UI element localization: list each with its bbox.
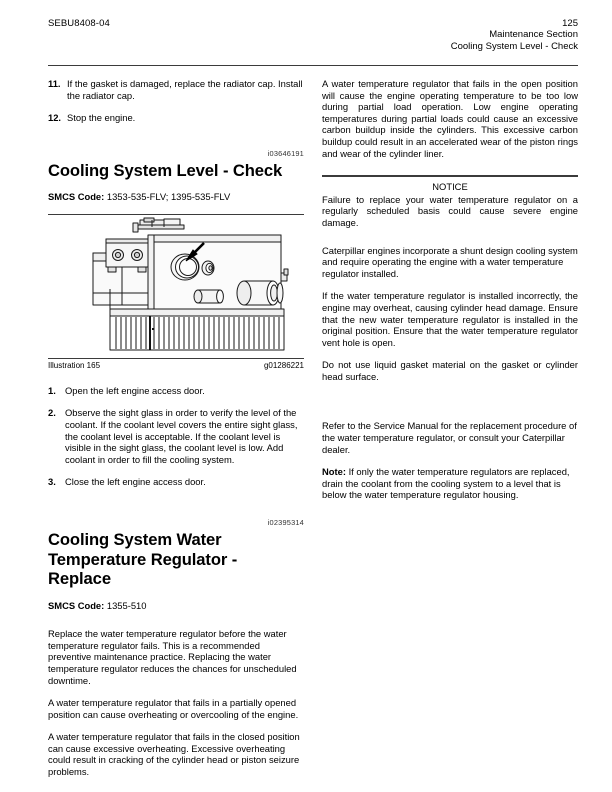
- step-text: Open the left engine access door.: [65, 384, 205, 396]
- smcs-value: 1353-535-FLV; 1395-535-FLV: [106, 191, 231, 203]
- list-item: [48, 78, 304, 101]
- cooling-module-svg: [48, 217, 304, 357]
- cooling-module-diagram: [48, 217, 304, 357]
- smcs-code: [48, 191, 304, 203]
- page-number: 125: [562, 18, 578, 29]
- smcs-label: SMCS Code:: [48, 599, 105, 611]
- notice-block: [322, 175, 578, 228]
- figure-label: Illustration 165: [48, 360, 101, 370]
- step-text: Stop the engine.: [67, 112, 136, 124]
- list-item: [48, 385, 304, 397]
- step-number: 3.: [48, 476, 56, 488]
- right-column: [322, 78, 578, 512]
- body-paragraph: Caterpillar engines incorporate a shunt design cooling system and require operating the engine with a water temperature regulator installed.: [322, 244, 578, 279]
- figure-graphic-id: g01286221: [263, 360, 304, 370]
- step-number: 11.: [48, 78, 61, 89]
- list-item: [48, 476, 304, 488]
- note-label: Note:: [322, 466, 346, 478]
- figure-illustration-165: [48, 214, 304, 373]
- smcs-value: 1355-510: [106, 599, 147, 611]
- body-paragraph: Do not use liquid gasket material on the gasket or cylinder head surface.: [322, 359, 578, 382]
- note-paragraph: [322, 466, 578, 501]
- document-number: SEBU8408-04: [48, 18, 110, 29]
- smcs-code: [48, 600, 304, 612]
- page-title: Cooling System Water Temperature Regulator - Replace: [48, 530, 238, 589]
- body-paragraph: A water temperature regulator that fails in the closed position can cause excessive overheating. Excessive overheating could result in cracking of the cylinder head or piston seizure problems.: [48, 731, 300, 778]
- body-paragraph: A water temperature regulator that fails in the open position will cause the engine operating temperature to be too low during partial load operation. Low engine operating temperatures during partial loads could cause an excessive carbon buildup inside the cylinders. This excessive carbon buildup could result in an accelerated wear of the piston rings and wear of the cylinder liner.: [322, 78, 578, 159]
- section-id: i03646191: [267, 148, 304, 158]
- smcs-label: SMCS Code:: [48, 191, 105, 203]
- step-text: Observe the sight glass in order to verify the level of the coolant. If the coolant level covers the entire sight glass, the coolant level is acceptable. If the coolant level is visible in the sight glass, the coolant level is low. Add coolant in order to fill the cooling system.: [65, 407, 298, 465]
- body-paragraph: A water temperature regulator that fails in a partially opened position can cause overheating or overcooling of the engine.: [48, 697, 299, 720]
- section-name: Maintenance Section: [489, 29, 578, 41]
- page-header: [48, 18, 578, 62]
- header-right-block: [451, 18, 578, 52]
- section-id: i02395314: [267, 518, 304, 528]
- header-divider: [48, 65, 578, 66]
- note-text: If only the water temperature regulators are replaced, drain the coolant from the cooling system to a level that is below the water temperature regulator housing.: [322, 466, 570, 501]
- body-paragraph: Refer to the Service Manual for the replacement procedure of the water temperature regulator, or consult your Caterpillar dealer.: [322, 420, 577, 455]
- page-title: Cooling System Level - Check: [48, 160, 283, 180]
- list-item: [48, 112, 304, 124]
- notice-title: NOTICE: [432, 181, 468, 193]
- topic-name: Cooling System Level - Check: [450, 40, 578, 52]
- step-number: 12.: [48, 112, 62, 124]
- step-number: 2.: [48, 407, 56, 419]
- step-text: Close the left engine access door.: [65, 476, 206, 488]
- left-column: [48, 78, 304, 789]
- figure-caption: [48, 361, 304, 373]
- list-item: [48, 407, 304, 465]
- body-paragraph: Replace the water temperature regulator before the water temperature regulator fails. This is a recommended preventive maintenance practice. Replacing the water temperature regulator reduces the chances for unscheduled downtime.: [48, 628, 297, 686]
- step-text: If the gasket is damaged, replace the radiator cap. Install the radiator cap.: [67, 78, 303, 101]
- notice-top-rule: [322, 175, 578, 177]
- body-paragraph: If the water temperature regulator is installed incorrectly, the engine may overheat, causing cylinder head damage. Ensure that the new water temperature regulator is installed in the original position. Ensure that the water temperature regulator vent hole is open.: [322, 290, 578, 348]
- figure-bottom-rule: [48, 358, 304, 359]
- step-number: 1.: [48, 384, 56, 396]
- notice-text: Failure to replace your water temperature regulator on a regularly scheduled basis could cause severe engine damage.: [322, 193, 578, 228]
- figure-top-rule: [48, 214, 304, 215]
